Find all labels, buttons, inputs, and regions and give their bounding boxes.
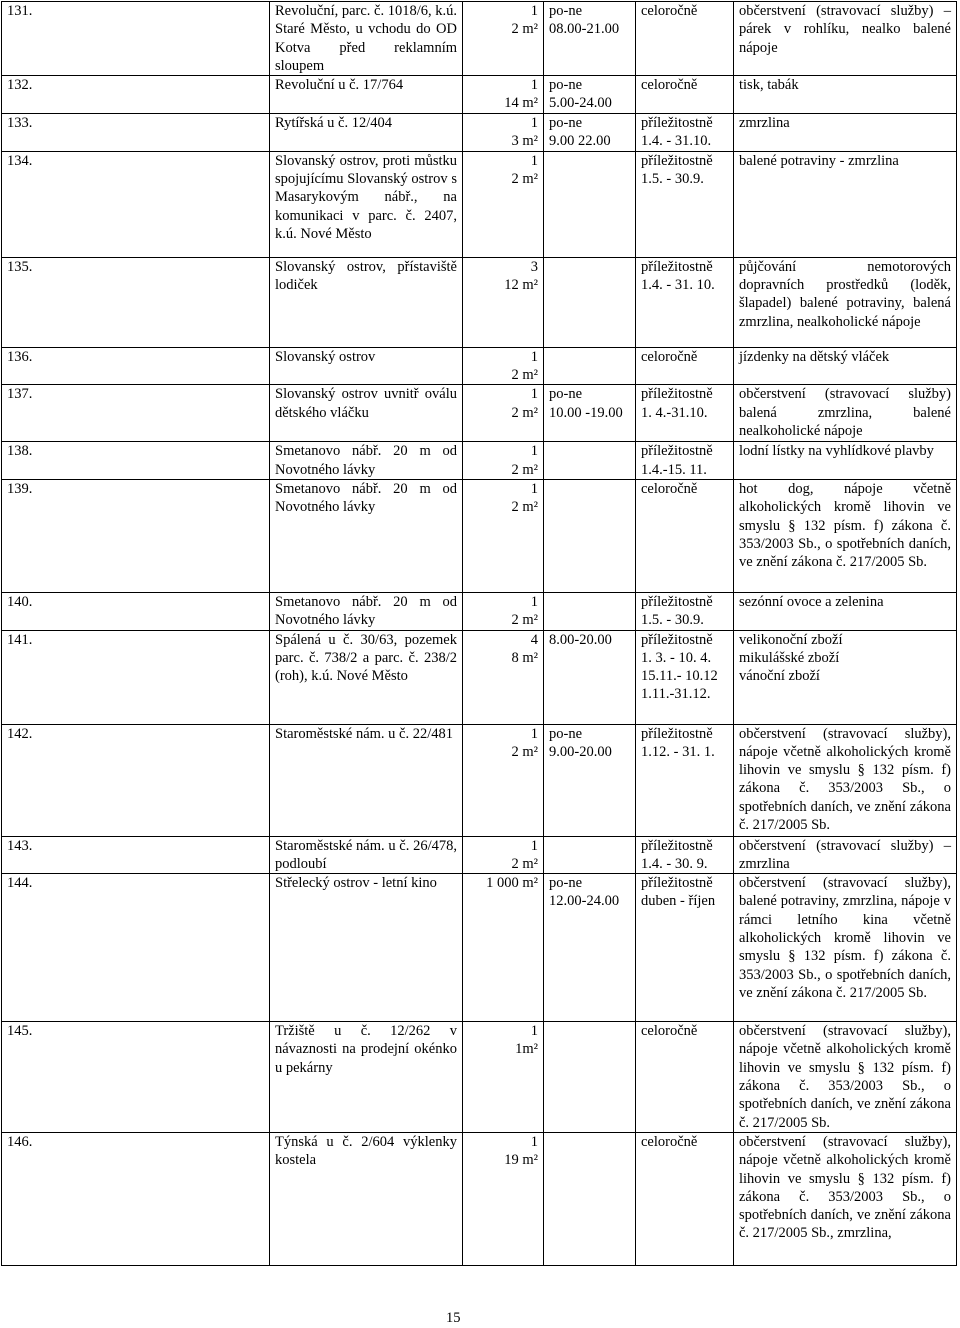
row-number-num: 134. [7, 152, 33, 169]
location-text: Smetanovo nábř. 20 m od Novotného lávky [275, 480, 457, 516]
row-number [2, 592, 270, 630]
count-area-cell-count: 1 [530, 593, 538, 610]
table-row [2, 347, 957, 385]
row-number-num: 133. [7, 115, 33, 132]
table-row [2, 2, 957, 76]
row-number [2, 479, 270, 592]
opening-hours-cell [544, 385, 636, 442]
table-row [2, 874, 957, 1022]
goods-text: sezónní ovoce a zelenina [739, 593, 884, 610]
count-area-cell-count: 1 [530, 115, 538, 132]
row-number [2, 836, 270, 874]
season-cell [636, 114, 734, 152]
location-cell [270, 1022, 463, 1133]
goods-text: občerstvení (stravovací služby), nápoje včetně alkoholických kromě lihovin ve smyslu § 132 písm. f) zákona č. 353/2003 Sb., o spotřebních daních, ve znění zákona č. 217/2005 Sb. [739, 725, 951, 834]
opening-hours-cell [544, 151, 636, 257]
opening-hours-cell [544, 442, 636, 480]
location-cell [270, 151, 463, 257]
table-row [2, 1132, 957, 1265]
season-cell-season: příležitostně [641, 152, 713, 169]
count-area-cell [463, 1132, 544, 1265]
season-cell-season-dates: 1.12. - 31. 1. [641, 743, 715, 760]
season-cell-season-dates: duben - říjen [641, 893, 716, 910]
count-area-cell [463, 385, 544, 442]
season-cell [636, 874, 734, 1022]
count-area-cell [463, 724, 544, 836]
location-text: Smetanovo nábř. 20 m od Novotného lávky [275, 443, 457, 478]
opening-hours-cell [544, 257, 636, 347]
row-number [2, 76, 270, 114]
table-row [2, 836, 957, 874]
table-row [2, 724, 957, 836]
season-cell-season-dates: 1.4. - 30. 9. [641, 855, 708, 872]
table-row [2, 151, 957, 257]
count-area-cell-area: 2 m² [511, 21, 538, 38]
table-row [2, 114, 957, 152]
opening-hours-cell [544, 1022, 636, 1133]
market-places-table [1, 1, 957, 1266]
count-area-cell [463, 874, 544, 1022]
season-cell [636, 836, 734, 874]
location-text: Rytířská u č. 12/404 [275, 115, 393, 132]
count-area-cell-count: 1 [530, 1023, 538, 1040]
count-area-cell [463, 2, 544, 76]
season-cell [636, 2, 734, 76]
opening-hours-cell [544, 630, 636, 724]
table-row [2, 76, 957, 114]
count-area-cell-count: 1 [530, 1133, 538, 1150]
goods-text: mikulášské zboží [739, 649, 840, 666]
location-text: Slovanský ostrov [275, 348, 376, 365]
location-cell [270, 874, 463, 1022]
goods-text: občerstvení (stravovací služby) – párek v rohlíku, nealko balené nápoje [739, 3, 951, 56]
row-number-num: 142. [7, 725, 33, 742]
season-cell-season-dates: 1. 4.-31.10. [641, 404, 708, 421]
row-number [2, 257, 270, 347]
location-text: Revoluční, parc. č. 1018/6, k.ú. Staré Město, u vchodu do OD Kotva před reklamním sloupem [275, 3, 458, 74]
count-area-cell [463, 479, 544, 592]
location-cell [270, 479, 463, 592]
count-area-cell [463, 347, 544, 385]
goods-text: občerstvení (stravovací služby) – zmrzlina [739, 837, 951, 872]
location-text: Slovanský ostrov, proti můstku spojujícímu Slovanský ostrov s Masarykovým nábř., na komunikaci v parc. č. 2407, k.ú. Nové Město [275, 152, 457, 242]
row-number-num: 132. [7, 77, 33, 94]
goods-cell [734, 151, 957, 257]
location-cell [270, 257, 463, 347]
goods-text: občerstvení (stravovací služby), nápoje včetně alkoholických kromě lihovin ve smyslu § 132 písm. f) zákona č. 353/2003 Sb., o spotřebních daních, ve znění zákona č. 217/2005 Sb., zmrzlina, [739, 1133, 951, 1242]
goods-text: hot dog, nápoje včetně alkoholických kromě lihovin ve smyslu § 132 písm. f) zákona č. 353/2003 Sb., o spotřebních daních, ve znění zákona č. 217/2005 Sb. [739, 480, 951, 571]
count-area-cell-count: 1 [530, 725, 538, 742]
goods-cell [734, 1022, 957, 1133]
row-number [2, 347, 270, 385]
goods-cell [734, 442, 957, 480]
season-cell [636, 257, 734, 347]
row-number-num: 135. [7, 258, 33, 275]
location-cell [270, 1132, 463, 1265]
count-area-cell-area: 1m² [515, 1041, 538, 1058]
opening-hours-cell-days: po-ne [549, 725, 583, 742]
row-number [2, 114, 270, 152]
count-area-cell [463, 151, 544, 257]
goods-cell [734, 257, 957, 347]
count-area-cell [463, 442, 544, 480]
count-area-cell-count: 4 [530, 631, 538, 648]
count-area-cell-area: 2 m² [511, 743, 538, 760]
row-number-num: 137. [7, 386, 33, 403]
season-cell [636, 724, 734, 836]
goods-text: občerstvení (stravovací služby), nápoje včetně alkoholických kromě lihovin ve smyslu § 132 písm. f) zákona č. 353/2003 Sb., o spotřebních daních, ve znění zákona č. 217/2005 Sb. [739, 1023, 951, 1131]
goods-text: tisk, tabák [739, 77, 799, 94]
count-area-cell-area: 12 m² [504, 277, 538, 294]
row-number [2, 442, 270, 480]
opening-hours-cell-hours: 5.00-24.00 [549, 95, 612, 112]
row-number [2, 1022, 270, 1133]
location-cell [270, 630, 463, 724]
count-area-cell-count: 1 [530, 152, 538, 169]
opening-hours-cell-days: po-ne [549, 3, 583, 19]
location-cell [270, 724, 463, 836]
season-cell-season: celoročně [641, 1133, 698, 1150]
count-area-cell-count: 3 [530, 258, 538, 275]
count-area-cell-count: 1 [530, 348, 538, 365]
opening-hours-cell [544, 592, 636, 630]
opening-hours-cell [544, 479, 636, 592]
location-text: Slovanský ostrov, přístaviště lodiček [275, 258, 457, 294]
table-row [2, 442, 957, 480]
location-text: Spálená u č. 30/63, pozemek parc. č. 738/2 a parc. č. 238/2 (roh), k.ú. Nové Město [275, 631, 457, 685]
opening-hours-cell [544, 836, 636, 874]
table-row [2, 479, 957, 592]
count-area-cell-count: 1 [530, 3, 538, 19]
count-area-cell-area: 2 m² [511, 612, 538, 629]
row-number-num: 131. [7, 3, 33, 19]
goods-text: zmrzlina [739, 115, 790, 132]
goods-cell [734, 76, 957, 114]
count-area-cell [463, 592, 544, 630]
season-cell-season: celoročně [641, 480, 698, 497]
season-cell-season-dates: 1.4. - 31. 10. [641, 277, 715, 294]
location-text: Střelecký ostrov - letní kino [275, 875, 437, 892]
season-cell [636, 347, 734, 385]
location-cell [270, 76, 463, 114]
count-area-cell-count: 1 [530, 77, 538, 94]
opening-hours-cell [544, 2, 636, 76]
season-cell [636, 479, 734, 592]
count-area-cell-area: 14 m² [504, 95, 538, 112]
goods-cell [734, 479, 957, 592]
count-area-cell-count: 1 [530, 480, 538, 497]
season-cell [636, 151, 734, 257]
count-area-cell-area: 2 m² [511, 367, 538, 384]
goods-cell [734, 630, 957, 724]
season-cell [636, 1022, 734, 1133]
season-cell [636, 592, 734, 630]
goods-text: vánoční zboží [739, 668, 820, 685]
row-number-num: 140. [7, 593, 33, 610]
goods-cell [734, 114, 957, 152]
season-cell-season-dates: 1.4.-15. 11. [641, 461, 707, 478]
count-area-cell-area: 2 m² [511, 499, 538, 516]
season-cell-season-dates3: 1.11.-31.12. [641, 686, 711, 703]
row-number [2, 874, 270, 1022]
opening-hours-cell-days: po-ne [549, 875, 583, 892]
goods-cell [734, 347, 957, 385]
season-cell-season: celoročně [641, 77, 698, 94]
season-cell-season: příležitostně [641, 115, 713, 132]
row-number-num: 141. [7, 631, 33, 648]
goods-text: občerstvení (stravovací služby) balená zmrzlina, balené nealkoholické nápoje [739, 386, 951, 439]
opening-hours-cell [544, 114, 636, 152]
goods-text: balené potraviny - zmrzlina [739, 152, 899, 169]
table-row [2, 1022, 957, 1133]
table-row [2, 385, 957, 442]
count-area-cell-area: 1 000 m² [486, 875, 538, 892]
location-cell [270, 385, 463, 442]
count-area-cell-area: 2 m² [511, 171, 538, 188]
count-area-cell [463, 76, 544, 114]
count-area-cell [463, 257, 544, 347]
count-area-cell-area: 2 m² [511, 461, 538, 478]
table-row [2, 257, 957, 347]
count-area-cell-area: 8 m² [511, 649, 538, 666]
count-area-cell-area: 3 m² [511, 133, 538, 150]
season-cell-season-dates: 1.4. - 31.10. [641, 133, 712, 150]
goods-cell [734, 1132, 957, 1265]
count-area-cell [463, 836, 544, 874]
season-cell-season: příležitostně [641, 443, 713, 460]
season-cell-season-dates2: 15.11.- 10.12 [641, 668, 718, 685]
row-number-num: 139. [7, 480, 33, 497]
opening-hours-cell-days: po-ne [549, 77, 583, 94]
goods-text: lodní lístky na vyhlídkové plavby [739, 443, 934, 460]
goods-cell [734, 874, 957, 1022]
location-cell [270, 592, 463, 630]
goods-text: velikonoční zboží [739, 631, 843, 648]
count-area-cell-area: 19 m² [504, 1152, 538, 1169]
opening-hours-cell-hours: 10.00 -19.00 [549, 404, 623, 421]
season-cell-season: příležitostně [641, 837, 713, 854]
location-text: Revoluční u č. 17/764 [275, 77, 404, 94]
opening-hours-cell-days: 8.00-20.00 [549, 631, 612, 648]
location-text: Staroměstské nám. u č. 26/478, podloubí [275, 837, 457, 872]
season-cell-season: celoročně [641, 3, 698, 19]
goods-cell [734, 385, 957, 442]
row-number [2, 724, 270, 836]
row-number [2, 151, 270, 257]
goods-cell [734, 2, 957, 76]
row-number [2, 2, 270, 76]
count-area-cell-area: 2 m² [511, 855, 538, 872]
opening-hours-cell [544, 1132, 636, 1265]
location-cell [270, 2, 463, 76]
location-text: Týnská u č. 2/604 výklenky kostela [275, 1133, 457, 1169]
opening-hours-cell-hours: 9.00 22.00 [549, 133, 611, 150]
row-number-num: 146. [7, 1133, 33, 1150]
season-cell-season: příležitostně [641, 725, 713, 742]
location-cell [270, 442, 463, 480]
season-cell-season: příležitostně [641, 593, 713, 610]
location-text: Slovanský ostrov uvnitř oválu dětského vláčku [275, 386, 457, 421]
table-row [2, 630, 957, 724]
location-cell [270, 114, 463, 152]
page-number: 15 [446, 1310, 461, 1326]
season-cell-season-dates: 1.5. - 30.9. [641, 171, 704, 188]
row-number-num: 138. [7, 443, 33, 460]
season-cell-season: celoročně [641, 348, 698, 365]
season-cell-season: příležitostně [641, 258, 713, 275]
season-cell [636, 442, 734, 480]
location-text: Smetanovo nábř. 20 m od Novotného lávky [275, 593, 457, 629]
season-cell [636, 76, 734, 114]
row-number-num: 136. [7, 348, 33, 365]
count-area-cell-count: 1 [530, 386, 538, 403]
season-cell [636, 1132, 734, 1265]
goods-text: jízdenky na dětský vláček [739, 348, 890, 365]
season-cell-season: příležitostně [641, 386, 713, 403]
season-cell-season: příležitostně [641, 875, 713, 892]
season-cell-season-dates: 1. 3. - 10. 4. [641, 649, 712, 666]
location-text: Staroměstské nám. u č. 22/481 [275, 725, 454, 742]
opening-hours-cell-hours: 9.00-20.00 [549, 743, 612, 760]
opening-hours-cell-days: po-ne [549, 386, 583, 403]
goods-cell [734, 836, 957, 874]
season-cell [636, 630, 734, 724]
goods-cell [734, 724, 957, 836]
row-number [2, 630, 270, 724]
row-number-num: 145. [7, 1023, 33, 1040]
opening-hours-cell [544, 347, 636, 385]
row-number-num: 144. [7, 875, 33, 892]
row-number-num: 143. [7, 837, 33, 854]
season-cell-season: příležitostně [641, 631, 713, 648]
opening-hours-cell-hours: 12.00-24.00 [549, 893, 620, 910]
opening-hours-cell-days: po-ne [549, 115, 583, 132]
row-number [2, 1132, 270, 1265]
table-row [2, 592, 957, 630]
count-area-cell-count: 1 [530, 837, 538, 854]
location-cell [270, 836, 463, 874]
count-area-cell-count: 1 [530, 443, 538, 460]
location-cell [270, 347, 463, 385]
season-cell-season: celoročně [641, 1023, 698, 1040]
count-area-cell-area: 2 m² [511, 404, 538, 421]
count-area-cell [463, 114, 544, 152]
opening-hours-cell [544, 76, 636, 114]
location-text: Tržiště u č. 12/262 v návaznosti na prodejní okénko u pekárny [275, 1023, 457, 1076]
season-cell [636, 385, 734, 442]
opening-hours-cell [544, 874, 636, 1022]
row-number [2, 385, 270, 442]
opening-hours-cell [544, 724, 636, 836]
goods-cell [734, 592, 957, 630]
opening-hours-cell-hours: 08.00-21.00 [549, 21, 620, 38]
goods-text: půjčování nemotorových dopravních prostředků (loděk, šlapadel) balené potraviny, balená zmrzlina, nealkoholické nápoje [739, 258, 951, 330]
count-area-cell [463, 630, 544, 724]
season-cell-season-dates: 1.5. - 30.9. [641, 612, 704, 629]
goods-text: občerstvení (stravovací služby), balené potraviny, zmrzlina, nápoje v rámci letního kina včetně alkoholických kromě lihovin ve smyslu § 132 písm. f) zákona č. 353/2003 Sb., o spotřebních daních, ve znění zákona č. 217/2005 Sb. [739, 875, 951, 1001]
count-area-cell [463, 1022, 544, 1133]
